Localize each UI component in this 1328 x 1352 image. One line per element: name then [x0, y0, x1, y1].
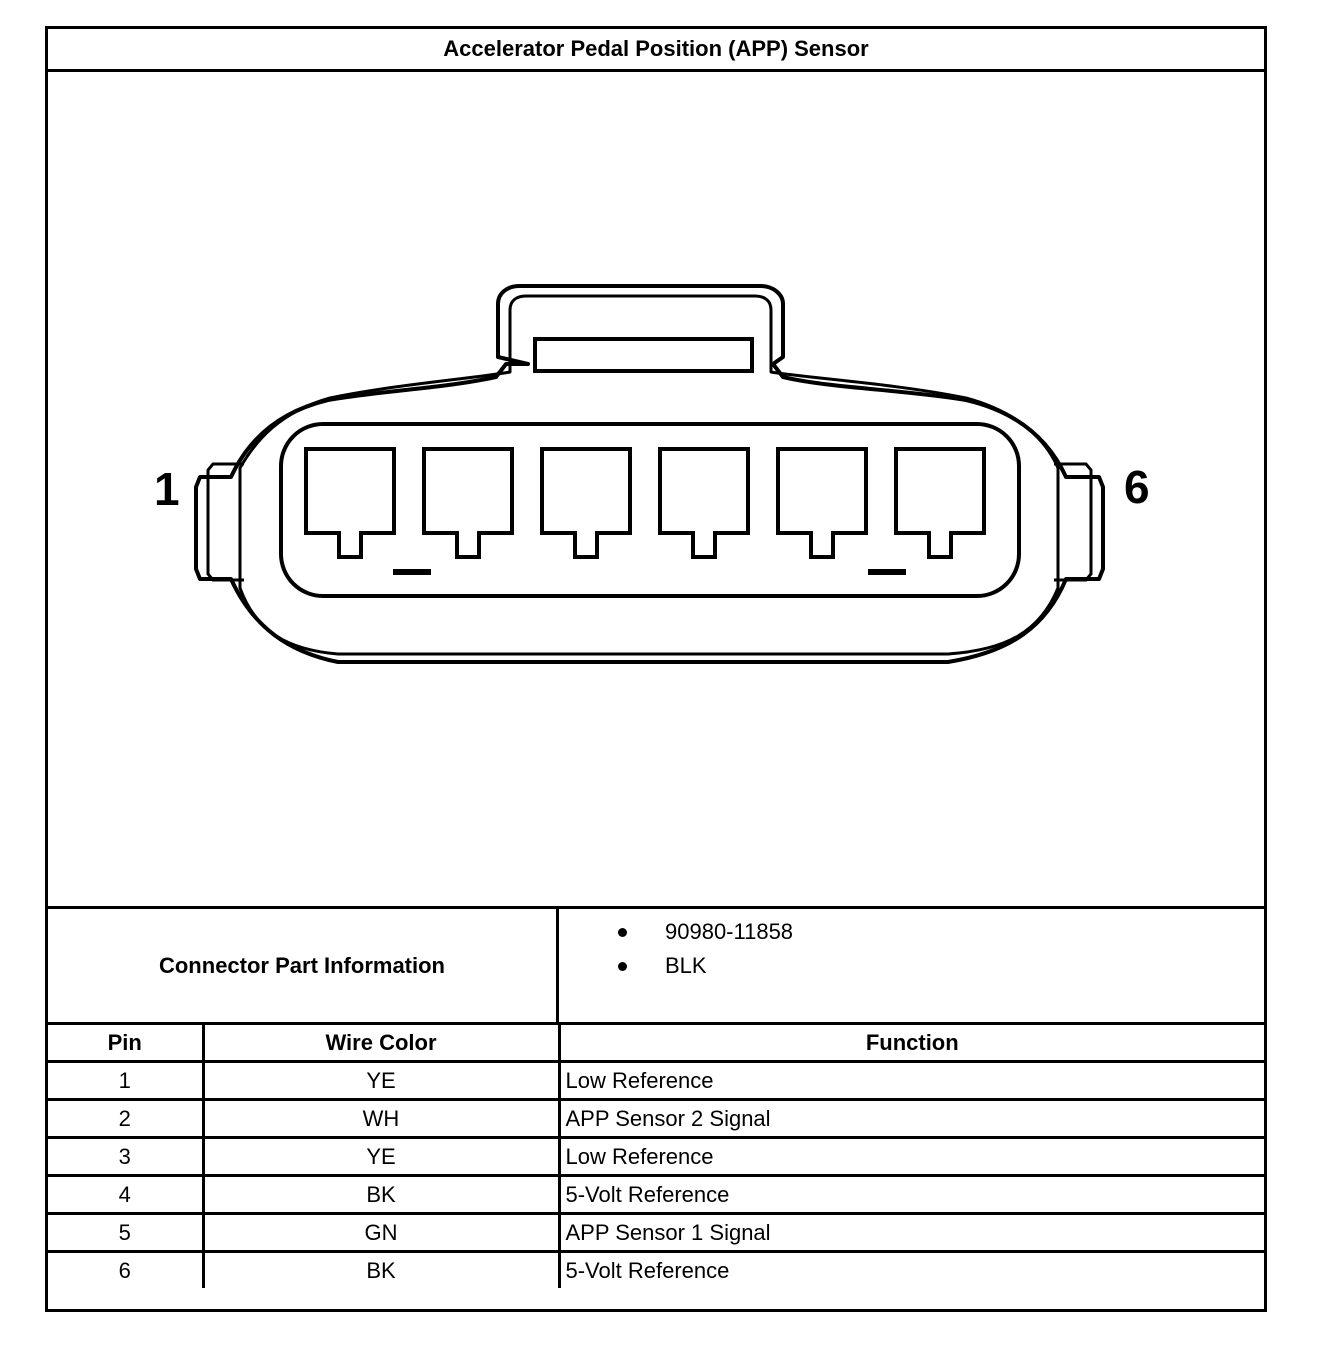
table-row	[48, 1138, 1264, 1176]
bullet-icon	[618, 928, 627, 937]
key-mark-left	[393, 569, 431, 575]
right-latch	[1054, 464, 1091, 580]
part-info-label: Connector Part Information	[48, 909, 559, 1022]
function-cell: APP Sensor 2 Signal	[559, 1100, 1264, 1138]
terminal-cavity-2	[424, 449, 512, 557]
pin-cell: 6	[48, 1252, 203, 1289]
pin-1-label: 1	[154, 463, 180, 515]
wire-color-cell: YE	[203, 1062, 559, 1100]
connector-diagram	[48, 72, 1264, 909]
sheet-title: Accelerator Pedal Position (APP) Sensor	[48, 29, 1264, 72]
function-cell: APP Sensor 1 Signal	[559, 1214, 1264, 1252]
key-mark-right	[868, 569, 906, 575]
housing-inner-outline	[240, 296, 1058, 654]
housing-outer-outline	[196, 286, 1103, 662]
function-cell: Low Reference	[559, 1062, 1264, 1100]
wire-color-cell: GN	[203, 1214, 559, 1252]
part-info-list	[559, 909, 1264, 1022]
table-row	[48, 1100, 1264, 1138]
wire-color-cell: BK	[203, 1176, 559, 1214]
table-row	[48, 1252, 1264, 1289]
table-row	[48, 1062, 1264, 1100]
pin-6-label: 6	[1124, 461, 1150, 513]
header-wire-color: Wire Color	[203, 1025, 559, 1062]
pin-cell: 5	[48, 1214, 203, 1252]
terminal-cavity-4	[660, 449, 748, 557]
wire-color-cell: BK	[203, 1252, 559, 1289]
wire-color-cell: WH	[203, 1100, 559, 1138]
bullet-icon	[618, 962, 627, 971]
connector-face-drawing	[48, 72, 1264, 906]
lock-tab	[535, 339, 752, 371]
pin-cell: 2	[48, 1100, 203, 1138]
part-color-text: BLK	[665, 953, 707, 978]
header-pin: Pin	[48, 1025, 203, 1062]
connector-sheet	[45, 26, 1267, 1312]
part-color	[559, 949, 707, 983]
pin-cell: 3	[48, 1138, 203, 1176]
wire-color-cell: YE	[203, 1138, 559, 1176]
function-cell: 5-Volt Reference	[559, 1252, 1264, 1289]
part-number	[559, 915, 793, 949]
function-cell: Low Reference	[559, 1138, 1264, 1176]
terminal-cavities	[306, 449, 984, 557]
terminal-cavity-6	[896, 449, 984, 557]
header-function: Function	[559, 1025, 1264, 1062]
pin-cell: 1	[48, 1062, 203, 1100]
pinout-header-row	[48, 1025, 1264, 1062]
connector-part-information	[48, 909, 1264, 1025]
terminal-cavity-3	[542, 449, 630, 557]
terminal-cavity-1	[306, 449, 394, 557]
pin-cell: 4	[48, 1176, 203, 1214]
table-row	[48, 1176, 1264, 1214]
pinout-table	[48, 1025, 1264, 1288]
part-number-text: 90980-11858	[665, 919, 794, 944]
terminal-cavity-5	[778, 449, 866, 557]
table-row	[48, 1214, 1264, 1252]
function-cell: 5-Volt Reference	[559, 1176, 1264, 1214]
